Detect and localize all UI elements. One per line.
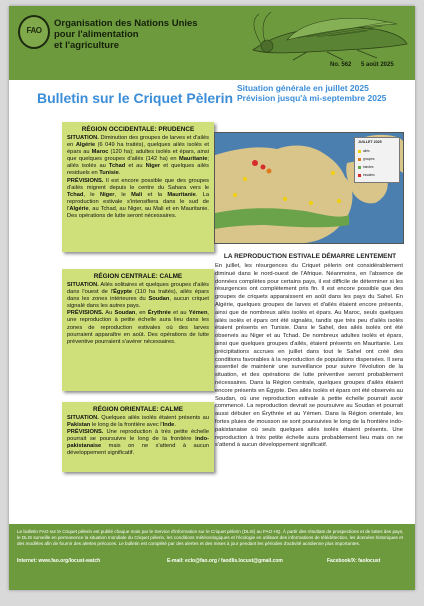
- country-name: Algérie: [69, 205, 89, 212]
- text-run: et quelques ailés residuels en: [67, 163, 209, 177]
- country-name: Mauritanie: [178, 156, 208, 163]
- group-marker: [337, 199, 341, 203]
- text-run: le long de la frontière avec l': [90, 422, 163, 429]
- hopper-marker: [267, 169, 272, 174]
- legend-item-essaims: essaims: [363, 173, 375, 177]
- country-name: Pakistan: [67, 422, 91, 429]
- locust-illustration: [247, 10, 413, 62]
- legend-swatch-ailes: [358, 150, 361, 153]
- text-run: Quelques ailés isolés étaient présents au: [98, 415, 209, 421]
- footer-description: Le bulletin FAO sur le Criquet pèlerin est publié chaque mois par le Service d'information sur le Criquet pèlerin (DLIS) au FAO HQ. À partir des résultats de prospections et de luttes des pays, le DLIS surveille en permanence la situation mondiale du Criquet pèlerin, les conditions météorologiques et l'écologie en utilisant des informations de télédétection, les données historiques et des modèles afin de fournir des alertes précoces. Le bulletin est complété par des alertes et des mises à jour pendant les périodes d'activité acridienne plus importantes.: [17, 529, 404, 546]
- fao-logo-text: FAO: [26, 26, 42, 35]
- country-name: Érythrée: [147, 310, 171, 317]
- text-run: , le: [114, 191, 132, 198]
- group-marker: [283, 197, 287, 201]
- legend-swatch-essaims: [358, 174, 361, 177]
- text-run: et au: [125, 163, 146, 170]
- text-run: mais on ne s'attend à aucun développement significatif.: [67, 443, 209, 457]
- western-region-text: [67, 135, 209, 220]
- organization-name: [54, 18, 244, 51]
- group-marker: [331, 171, 335, 175]
- text-run: Ailés solitaires et quelques groupes d'ailés dans l'ouest de l': [67, 282, 209, 296]
- text-run: Une reproduction à très petite échelle pourrait se poursuivre le long de la frontière: [67, 429, 209, 443]
- text-run: ; ailés isolés au: [67, 156, 209, 170]
- text-run: (120 ha); adultes isolés et épars, ainsi que quelques groupes d'ailés (142 ha) en: [67, 149, 210, 163]
- text-run: , le: [83, 191, 100, 198]
- subtitle-line-2: Prévision jusqu'à mi-septembre 2025: [237, 93, 387, 103]
- bulletin-subtitle: [237, 83, 413, 103]
- legend-title: JUILLET 2025: [358, 140, 382, 144]
- bulletin-title: Bulletin sur le Criquet Pèlerin: [37, 90, 234, 106]
- text-run: , une reproduction à petite échelle aura lieu dans les zones de reproduction estivales où des larves pourraient apparaître en août. Des opérations de lutte préventive pourraient s'avérer nécessaires.: [67, 310, 210, 345]
- text-run: et la: [142, 191, 168, 198]
- bulletin-number: No. 562: [330, 62, 352, 68]
- map-legend: [354, 137, 400, 183]
- footer-banner: [9, 524, 415, 590]
- legend-item-groupes: groupes: [363, 157, 375, 161]
- legend-swatch-bandes: [358, 166, 361, 169]
- country-name: indo-pakistanaise: [67, 436, 209, 450]
- country-name: Tchad: [108, 163, 126, 170]
- text-run: . La reproduction estivale s'intensifiera dans le sud de l': [67, 191, 209, 212]
- situation-label: SITUATION.: [67, 135, 99, 141]
- text-run: et au: [170, 310, 189, 317]
- western-region-box: [62, 122, 214, 252]
- country-name: Tchad: [67, 191, 84, 198]
- country-name: Tunisie: [99, 170, 119, 177]
- situation-label: SITUATION.: [67, 415, 99, 421]
- article-body: En juillet, les résurgences du Criquet pèlerin ont considérablement diminué dans le nord-ouest de l'Afrique. Néanmoins, en l'absence de données complètes pour certains pays, il est difficile de déterminer si les résurgences ont complètement pris fin. Il est encore possible que des groupes de criquets apparaissent en août dans les pays du Sahel. En Algérie, quelques groupes de larves et d'ailés étaient encore présents, ainsi que de nombreux ailés isolés et épars. Au Maroc, seuls quelques ailés isolés et épars ont été signalés, tandis que très peu d'ailés isolés étaient présents en Tunisie. Dans le Sahel, des ailés isolés ont été observés au Niger et au Tchad. De nombreux adultes isolés et épars, ainsi que quelques groupes d'ailés, étaient présents en Mauritanie. Les précipitations accrues en juillet dans tout le Sahel ont créé des conditions favorables à la reproduction de populations dispersées. Il sera essentiel de maintenir une surveillance pour suivre l'évolution de la situation, et des opérations de lutte préventive seront probablement nécessaires. Dans la Région centrale, quelques groupes d'ailés étaient encore présents en Égypte. Des ailés isolés et épars ont été observés au Soudan, où une reproduction estivale à petite échelle pourrait avoir commencé. La reproduction devrait se poursuivre au Soudan et pourrait aussi débuter en Érythrée et au Yémen. Dans la Région orientale, les fortes pluies de mousson se sont poursuivies le long de la frontière indo-pakistanaise où seuls quelques ailés isolés étaient présents. Une reproduction à très petite échelle aura probablement lieu mais on ne s'attend à aucun développement significatif.: [215, 263, 403, 449]
- central-region-box: [62, 269, 214, 391]
- swarm-marker: [252, 160, 258, 166]
- country-name: Soudan: [114, 310, 136, 317]
- country-name: Maroc: [91, 149, 109, 156]
- group-marker: [243, 177, 247, 181]
- legend-item-bandes: bandes: [363, 165, 374, 169]
- text-run: .: [174, 422, 176, 429]
- country-name: Inde: [162, 422, 175, 429]
- country-name: Mauritanie: [167, 191, 196, 198]
- text-run: Diminution des groupes de larves et d'ailés en: [67, 135, 209, 149]
- bulletin-page: [9, 6, 415, 590]
- forecast-label: PRÉVISIONS.: [67, 177, 104, 184]
- country-name: Algérie: [75, 142, 96, 149]
- country-name: Niger: [99, 191, 115, 198]
- western-region-title: RÉGION OCCIDENTALE: PRUDENCE: [81, 126, 195, 133]
- text-run: , au Tchad, au Niger, au Mali et en Mauritanie. Des opérations de lutte seront nécessaires.: [67, 205, 209, 220]
- header-banner: [9, 6, 415, 80]
- email-link[interactable]: E-mail: eclo@fao.org / faodlis.locust@gmail.com: [167, 558, 283, 564]
- country-name: Yémen: [188, 310, 208, 317]
- legend-item-ailes: ailés: [363, 149, 370, 153]
- bulletin-date: 5 août 2025: [361, 62, 394, 68]
- text-run: Au: [103, 310, 115, 317]
- org-line-2: pour l'alimentation: [54, 29, 139, 40]
- text-run: , aucun criquet signalé dans les autres pays.: [67, 296, 209, 310]
- facebook-link[interactable]: Facebook/X: faolocust: [327, 558, 381, 564]
- legend-swatch-groupes: [358, 158, 361, 161]
- country-name: Mali: [131, 191, 143, 198]
- situation-map: [214, 132, 404, 244]
- org-line-1: Organisation des Nations Unies: [54, 18, 198, 29]
- group-marker: [309, 201, 313, 205]
- eastern-region-box: [62, 402, 214, 472]
- text-run: (6 049 ha traités), quelques ailés isolés et épars au: [67, 142, 209, 156]
- group-marker: [233, 193, 237, 197]
- internet-link[interactable]: Internet: www.fao.org/locust-watch: [17, 558, 101, 564]
- situation-label: SITUATION.: [67, 282, 99, 288]
- forecast-label: PRÉVISIONS.: [67, 429, 104, 436]
- eastern-region-title: RÉGION ORIENTALE: CALME: [92, 406, 184, 413]
- text-run: (110 ha traités), ailés épars dans les zones intérieures du: [67, 289, 210, 303]
- central-region-title: RÉGION CENTRALE: CALME: [93, 273, 183, 280]
- org-line-3: et l'agriculture: [54, 40, 120, 51]
- eastern-region-text: [67, 415, 209, 458]
- forecast-label: PRÉVISIONS.: [67, 310, 104, 317]
- text-run: .: [118, 170, 121, 177]
- text-run: , en: [135, 310, 148, 317]
- country-name: Soudan: [148, 296, 170, 303]
- article-title: LA REPRODUCTION ESTIVALE DÉMARRE LENTEMENT: [223, 253, 397, 260]
- subtitle-line-1: Situation générale en juillet 2025: [237, 83, 369, 93]
- text-run: Il est encore possible que des groupes d'ailés migrent depuis le centre du Sahara vers le: [67, 177, 209, 191]
- swarm-marker: [261, 165, 266, 170]
- central-region-text: [67, 282, 209, 346]
- country-name: Niger: [145, 163, 161, 170]
- fao-logo: [18, 15, 50, 49]
- country-name: Égypte: [113, 289, 133, 296]
